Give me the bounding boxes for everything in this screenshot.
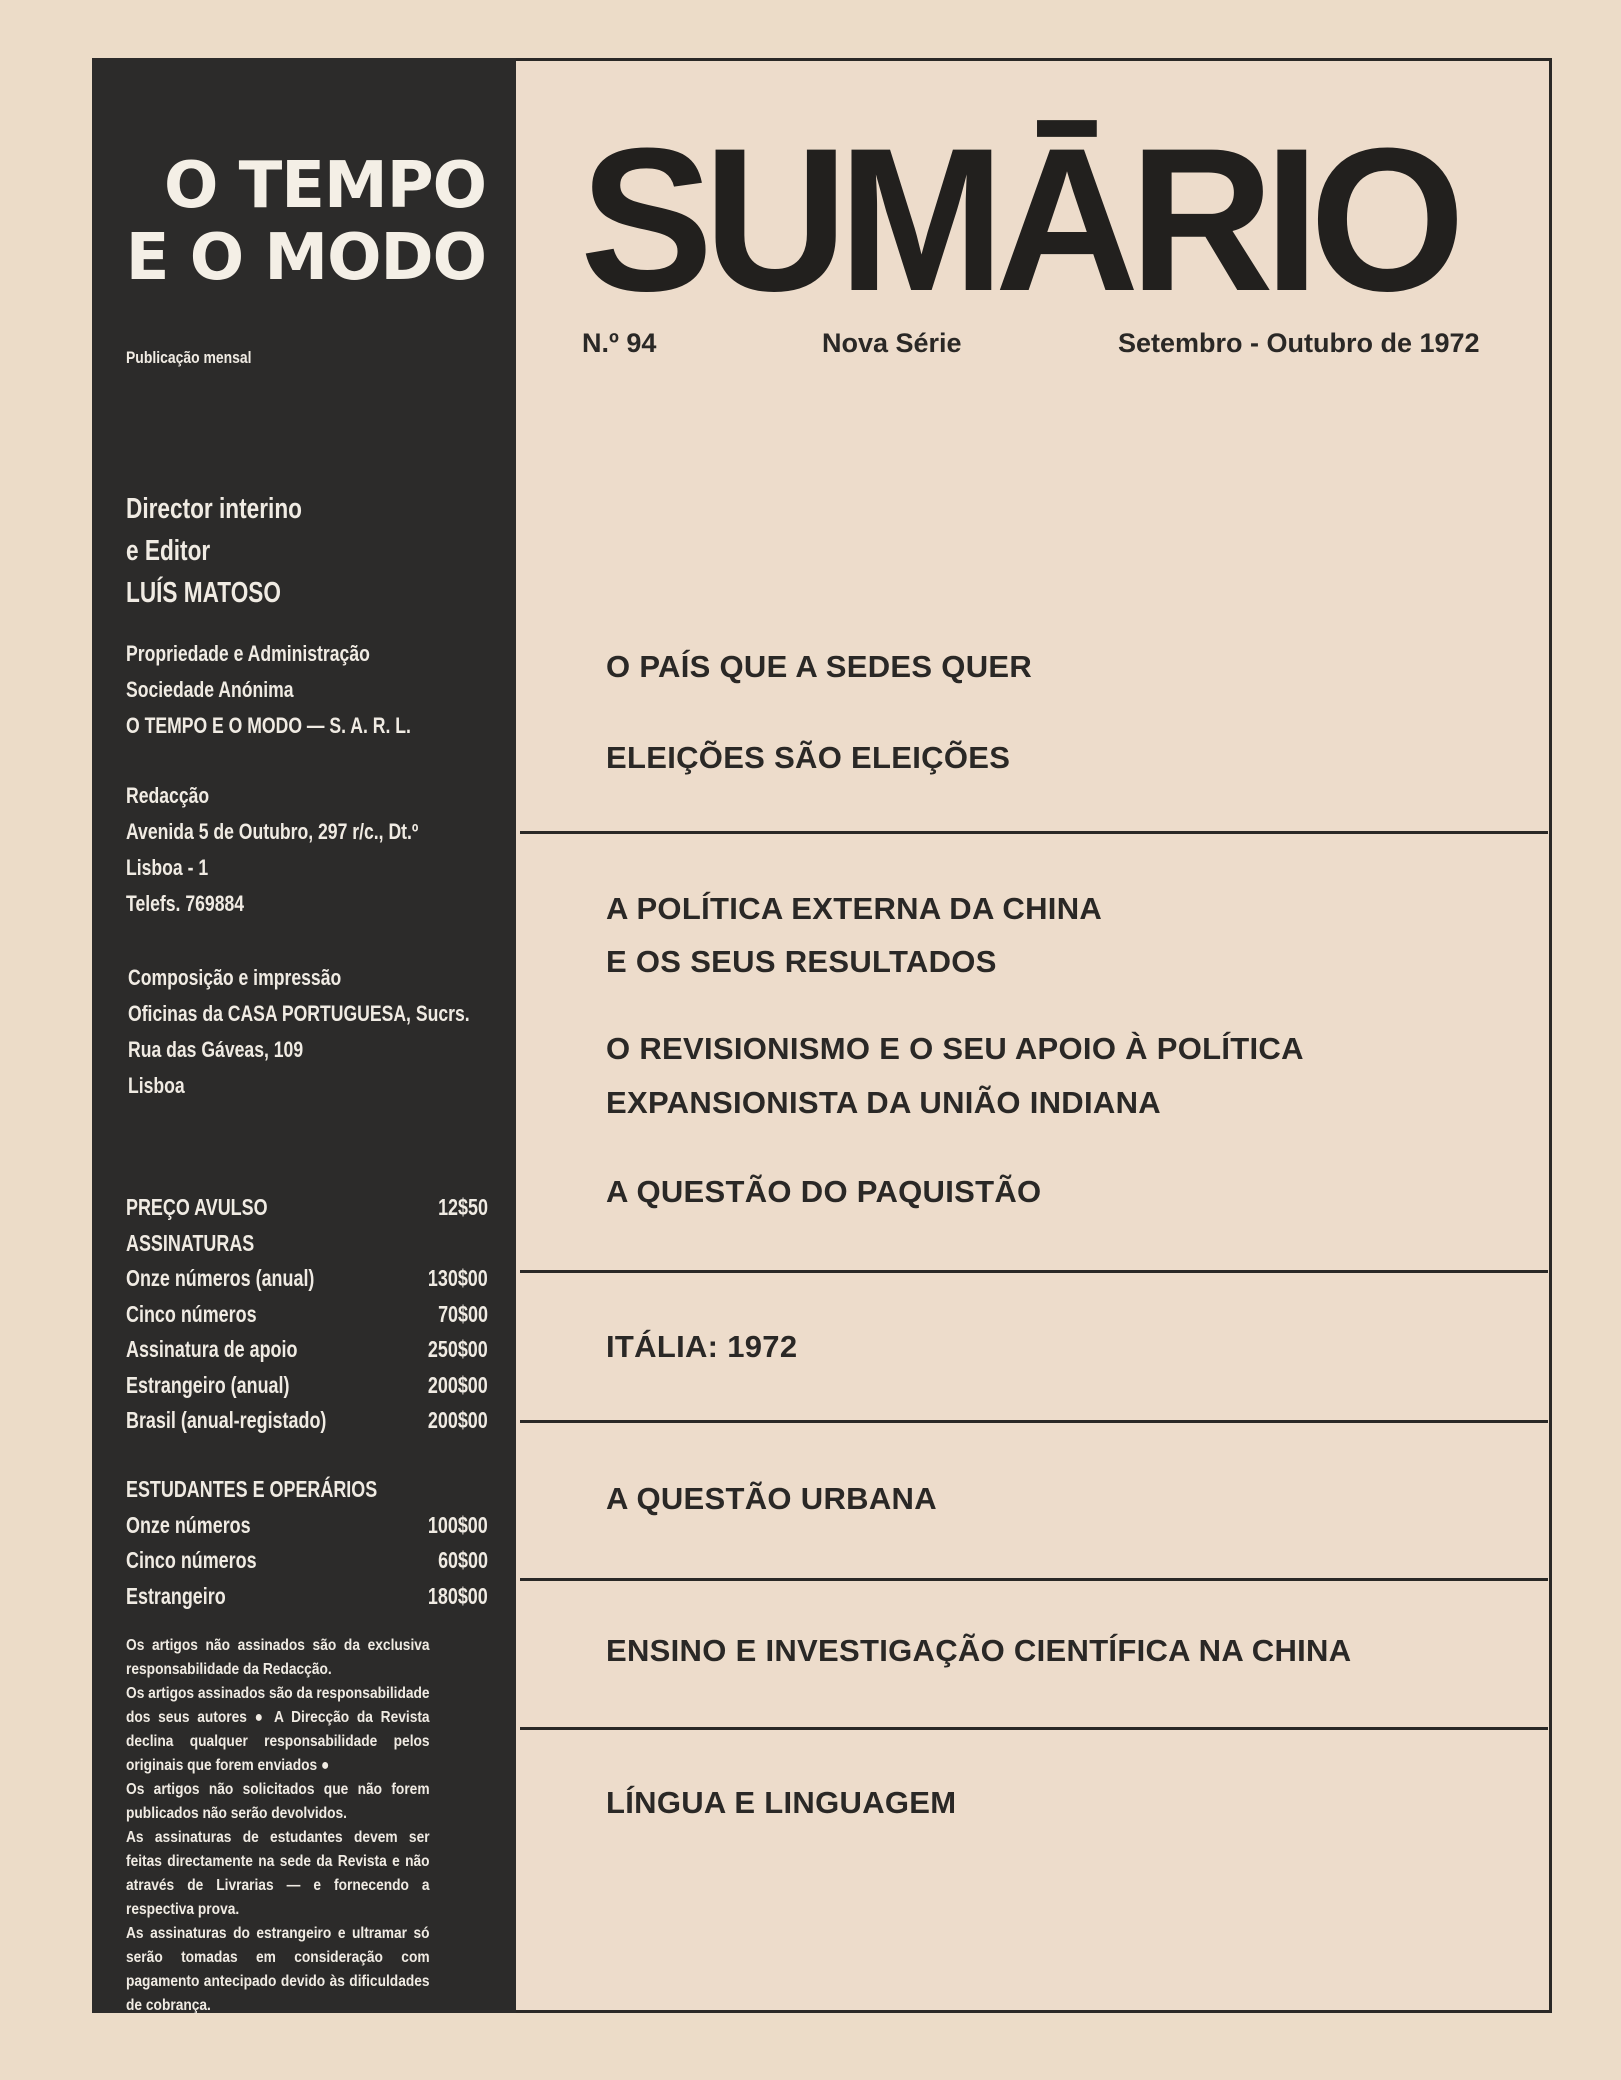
note-paragraph: Os artigos não solicitados que não forem publicados não serão devolvidos. [126, 1781, 430, 1822]
price-table [126, 1190, 488, 1439]
logo-line: E O MODO [125, 221, 486, 295]
section-divider [520, 1727, 1548, 1730]
toc-entry[interactable]: O PAÍS QUE A SEDES QUER [606, 649, 1033, 684]
section-divider [520, 1578, 1548, 1581]
issue-date: Setembro - Outubro de 1972 [1118, 328, 1480, 358]
toc-entry[interactable]: A POLÍTICA EXTERNA DA CHINA [606, 891, 1103, 926]
price-row: Cinco números 60$00 [126, 1547, 488, 1573]
section-divider [520, 831, 1548, 834]
printing-line: Rua das Gáveas, 109 [128, 1037, 304, 1062]
editorial-line: Avenida 5 de Outubro, 297 r/c., Dt.º [126, 819, 419, 844]
section-divider [520, 1420, 1548, 1423]
publication-frequency: Publicação mensal [126, 348, 252, 367]
property-line: Propriedade e Administração [126, 641, 370, 666]
printing-line: Composição e impressão [128, 965, 342, 990]
property-block [126, 636, 416, 744]
note-paragraph: As assinaturas de estudantes devem ser feitas directamente na sede da Revista e não através de Livrarias — e fornecendo a respectiva prova. [126, 1829, 430, 1918]
property-line: O TEMPO E O MODO — S. A. R. L. [126, 713, 411, 738]
toc-entry[interactable]: A QUESTÃO URBANA [606, 1481, 937, 1516]
price-row: Onze números 100$00 [126, 1511, 488, 1538]
editorial-line: Telefs. 769884 [126, 891, 245, 916]
editorial-line: Lisboa - 1 [126, 855, 209, 880]
price-row: ASSINATURAS [126, 1229, 255, 1256]
director-name: LUÍS MATOSO [126, 577, 282, 609]
director-line: Director interino [126, 493, 302, 525]
price-row: ESTUDANTES E OPERÁRIOS [126, 1476, 378, 1502]
printing-line: Oficinas da CASA PORTUGUESA, Sucrs. [128, 1001, 470, 1026]
series-label: Nova Série [822, 328, 962, 358]
toc-entry-continued[interactable]: E OS SEUS RESULTADOS [606, 944, 997, 979]
price-row: Cinco números 70$00 [126, 1300, 488, 1327]
issue-number: N.º 94 [582, 328, 657, 358]
toc-entry[interactable]: ITÁLIA: 1972 [606, 1329, 798, 1364]
printing-line: Lisboa [128, 1073, 185, 1098]
price-row: Estrangeiro (anual) 200$00 [126, 1371, 488, 1398]
price-row: PREÇO AVULSO 12$50 [126, 1194, 488, 1220]
price-row: Onze números (anual) 130$00 [126, 1265, 488, 1291]
director-line: e Editor [126, 535, 211, 567]
toc-entry-continued[interactable]: EXPANSIONISTA DA UNIÃO INDIANA [606, 1085, 1161, 1120]
magazine-logo [92, 150, 486, 294]
note-paragraph: Os artigos assinados são da responsabilidade dos seus autores ● A Direcção da Revista declina qualquer responsabilidade pelos originais que forem enviados ● [126, 1685, 430, 1774]
toc-entry[interactable]: ELEIÇÕES SÃO ELEIÇÕES [606, 740, 1011, 775]
price-row: Estrangeiro 180$00 [126, 1582, 488, 1609]
toc-entry[interactable]: LÍNGUA E LINGUAGEM [606, 1785, 957, 1820]
logo-line: O TEMPO [163, 149, 486, 223]
editorial-address-block [126, 778, 419, 922]
property-line: Sociedade Anónima [126, 677, 294, 702]
toc-entry[interactable]: A QUESTÃO DO PAQUISTÃO [606, 1174, 1042, 1209]
toc-entry[interactable]: O REVISIONISMO E O SEU APOIO À POLÍTICA [606, 1031, 1304, 1066]
price-row: Brasil (anual-registado) 200$00 [126, 1407, 488, 1433]
section-divider [520, 1270, 1548, 1273]
note-paragraph: Os artigos não assinados são da exclusiva responsabilidade da Redacção. [126, 1637, 430, 1678]
printing-block [128, 960, 470, 1104]
masthead-sidebar [92, 58, 516, 2013]
note-paragraph: As assinaturas do estrangeiro e ultramar só serão tomadas em consideração com pagamento antecipado devido às dificuldades de cobrança. [126, 1925, 430, 2014]
director-block [126, 488, 408, 614]
student-price-table [126, 1472, 488, 1614]
toc-entry[interactable]: ENSINO E INVESTIGAÇÃO CIENTÍFICA NA CHINA [606, 1633, 1352, 1668]
editorial-line: Redacção [126, 783, 210, 808]
page-title: SUMĀRIO [580, 106, 1456, 334]
price-row: Assinatura de apoio 250$00 [126, 1336, 488, 1362]
legal-notes [126, 1634, 430, 2018]
